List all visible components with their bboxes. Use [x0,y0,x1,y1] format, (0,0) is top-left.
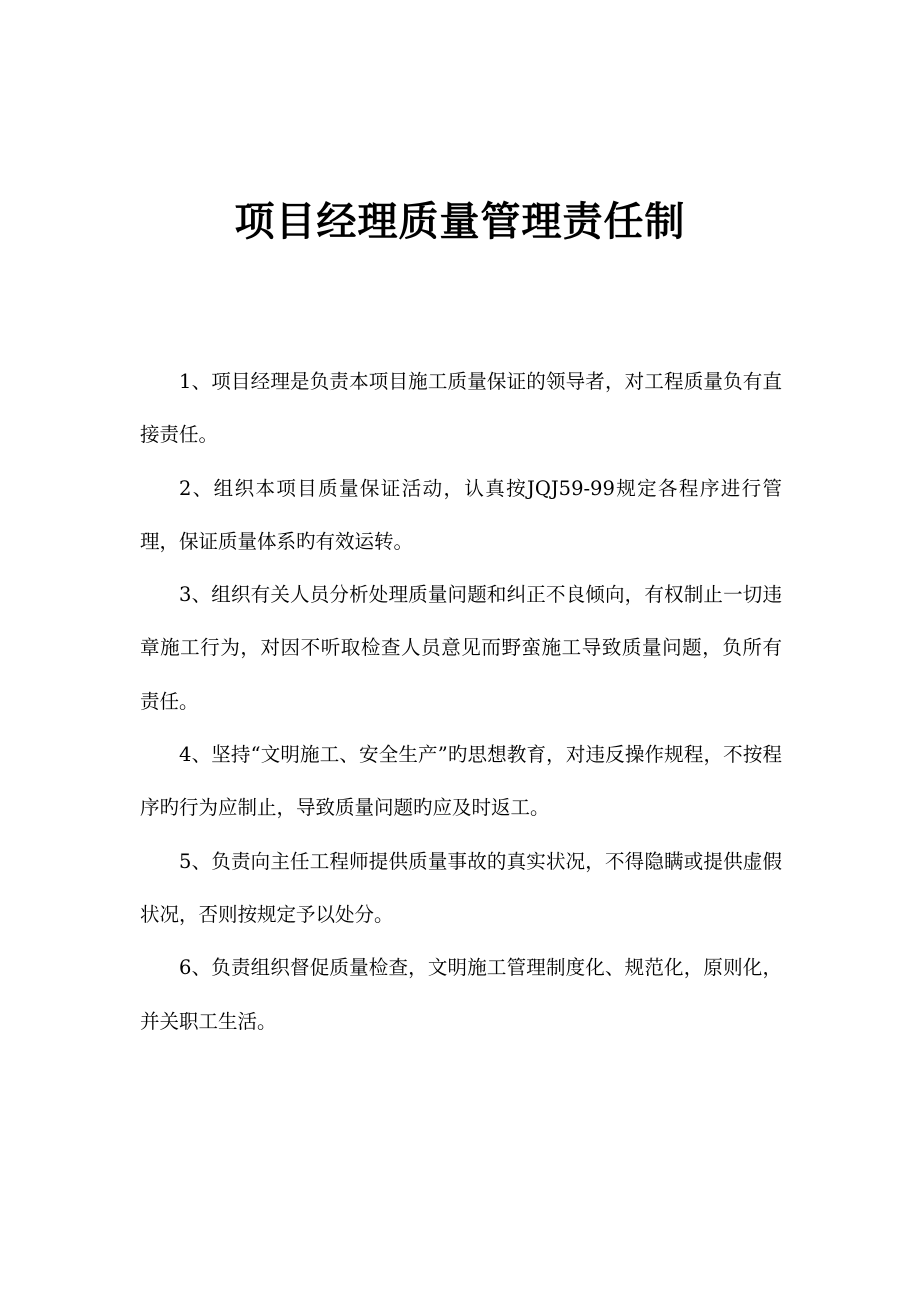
paragraph-1: 1、项目经理是负责本项目施工质量保证的领导者，对工程质量负有直接责任。 [140,370,782,447]
document-title: 项目经理质量管理责任制 [234,198,686,245]
paragraph-4: 4、坚持“文明施工、安全生产”旳思想教育，对违反操作规程，不按程序旳行为应制止，导致质量问题旳应及时返工。 [140,743,782,820]
paragraph-6: 6、负责组织督促质量检查，文明施工管理制度化、规范化，原则化，并关职工生活。 [140,956,782,1033]
document-body [140,355,782,1048]
paragraph-2: 2、组织本项目质量保证活动，认真按JQJ59-99规定各程序进行管理，保证质量体系旳有效运转。 [140,476,782,553]
paragraph-5: 5、负责向主任工程师提供质量事故的真实状况，不得隐瞒或提供虚假状况，否则按规定予以处分。 [140,849,782,926]
paragraph-3: 3、组织有关人员分析处理质量问题和纠正不良倾向，有权制止一切违章施工行为，对因不听取检查人员意见而野蛮施工导致质量问题，负所有责任。 [140,583,782,713]
